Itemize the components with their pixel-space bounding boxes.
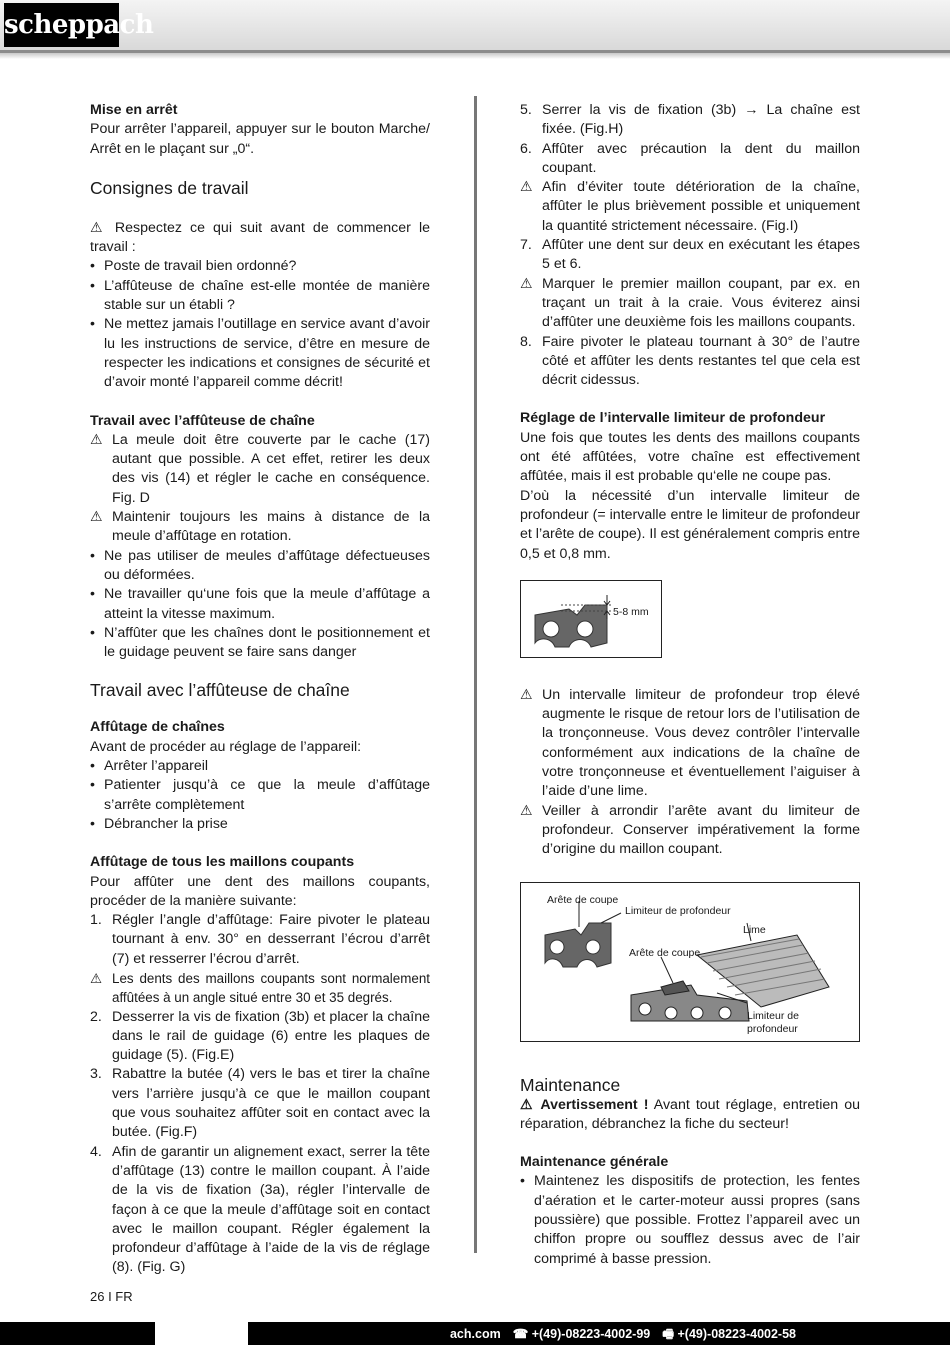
warning-icon: ⚠ bbox=[90, 970, 103, 986]
page-number: 26 I FR bbox=[90, 1289, 133, 1304]
depth-label: 5-8 mm bbox=[613, 605, 649, 618]
column-divider bbox=[474, 96, 477, 1253]
travail-subheading: Travail avec l’affûteuse de chaîne bbox=[90, 412, 315, 429]
warning-item: ⚠ Maintenir toujours les mains à distance de la meule d’affûtage en rotation. bbox=[90, 509, 430, 545]
reglage-text-2: D’où la nécessité d’un intervalle limiteur de profondeur (= intervalle entre le limiteur de profondeur et l’arête de coupe). Il est généralement compris entre 0,5 et 0,8 mm. bbox=[520, 487, 860, 562]
list-item: • Arrêter l’appareil bbox=[90, 758, 209, 775]
warning-icon: ⚠ bbox=[520, 179, 533, 196]
warning-icon: ⚠ bbox=[90, 219, 115, 236]
warning-icon: ⚠ bbox=[520, 275, 533, 292]
depth-limiter-label-2a: Limiteur de bbox=[747, 1009, 799, 1022]
reglage-subheading: Réglage de l’intervalle limiteur de profondeur bbox=[520, 410, 826, 427]
maintenance-heading: Maintenance bbox=[520, 1074, 621, 1095]
list-item: • Patienter jusqu’à ce que la meule d’affûtage s’arrête complètement bbox=[90, 777, 430, 813]
cutting-edge-label-2: Arête de coupe bbox=[629, 946, 701, 959]
page-header bbox=[0, 0, 950, 50]
step-item: 3. Rabattre la butée (4) vers le bas et tirer la chaîne vers l’arrière jusqu’à ce que le maillon coupant que vous souhaitez affûter soit en contact avec la butée. (Fig.F) bbox=[90, 1066, 430, 1141]
cutting-edge-label: Arête de coupe bbox=[547, 893, 619, 906]
list-item: • Débrancher la prise bbox=[90, 815, 228, 832]
consignes-warning: ⚠ Respectez ce qui suit avant de commencer le travail : bbox=[90, 219, 430, 256]
footer-fax: 🖷 +(49)-08223-4002-58 bbox=[662, 1327, 796, 1341]
mise-en-arret-text: Pour arrêter l’appareil, appuyer sur le bouton Marche/ Arrêt en le plaçant sur „0“. bbox=[90, 121, 430, 157]
file-label: Lime bbox=[743, 923, 766, 936]
list-item: • N’affûter que les chaînes dont le positionnement et le guidage peuvent se faire sans danger bbox=[90, 624, 430, 661]
warning-icon: ⚠ bbox=[520, 802, 533, 819]
step-item: 1. Régler l’angle d’affûtage: Faire pivoter le plateau tournant à env. 30° en desserrant l’écrou d’arrêt (7) et resserrer l’écrou d’arrêt. bbox=[90, 912, 430, 967]
depth-gauge-figure bbox=[520, 580, 662, 658]
depth-limiter-label-2b: profondeur bbox=[747, 1022, 798, 1035]
warning-item: ⚠ Veiller à arrondir l’arête avant du limiteur de profondeur. Conserver impérativement la forme d’origine du maillon coupant. bbox=[520, 802, 860, 858]
warning-icon: ⚠ bbox=[520, 686, 533, 703]
tous-maillons-subheading: Affûtage de tous les maillons coupants bbox=[90, 854, 355, 871]
maintenance-warning: ⚠ Avertissement ! Avant tout réglage, entretien ou réparation, débranchez la fiche du secteur! bbox=[520, 1096, 860, 1132]
list-item: • L’affûteuse de chaîne est-elle montée de manière stable sur un établi ? bbox=[90, 277, 430, 314]
footer-website: ach.com bbox=[449, 1327, 501, 1341]
reglage-text-1: Une fois que toutes les dents des maillons coupants ont été affûtées, votre chaîne est effectivement affûtée, mais il est probable qu‘elle ne coupe pas. bbox=[520, 429, 860, 485]
mise-en-arret-heading: Mise en arrêt bbox=[90, 102, 178, 118]
chain-link-illustration bbox=[521, 581, 661, 657]
warning-item: ⚠ Marquer le premier maillon coupant, par ex. en traçant un trait à la craie. Vous éviterez ainsi d’affûter une deuxième fois les maillons coupants. bbox=[520, 275, 860, 331]
warning-icon: ⚠ bbox=[90, 509, 103, 526]
step-item: 4. Afin de garantir un alignement exact, serrer la tête d’affûtage (13) contre le maillon coupant. À l’aide de la vis de fixation (3a), régler l’intervalle de façon à ce que la meule d’affûtage soit en contact avec le maillon coupant. Régler également la profondeur d’affûtage à l’aide de la vis de réglage (8). (Fig. G) bbox=[90, 1143, 430, 1276]
page-footer bbox=[0, 1322, 950, 1345]
step-item: 7. Affûter une dent sur deux en exécutant les étapes 5 et 6. bbox=[520, 237, 860, 273]
warning-item: ⚠ Un intervalle limiteur de profondeur trop élevé augmente le risque de retour lors de l’utilisation de la tronçonneuse. Vous devez contrôler l’intervalle conformément aux indications de la chaîne de votre tronçonneuse et éventuellement l’aiguiser à l’aide d’une lime. bbox=[520, 686, 860, 800]
scheppach-logo: scheppach bbox=[4, 3, 119, 47]
step-item: 5. Serrer la vis de fixation (3b) → La chaîne est fixée. (Fig.H) bbox=[520, 102, 860, 138]
list-item: • Poste de travail bien ordonné? bbox=[90, 258, 297, 275]
depth-limiter-label: Limiteur de profondeur bbox=[625, 904, 731, 917]
depth-limiter-figure bbox=[520, 882, 860, 1042]
maintenance-general-subheading: Maintenance générale bbox=[520, 1154, 669, 1171]
affutage-text: Avant de procéder au réglage de l’appareil: bbox=[90, 738, 362, 755]
list-item: • Ne travailler qu‘une fois que la meule d’affûtage a atteint la vitesse maximum. bbox=[90, 586, 430, 622]
list-item: • Ne mettez jamais l’outillage en service avant d’avoir lu les instructions de service, d’être en mesure de respecter les indications et consignes de sécurité et d’avoir monté l’appareil comme décrit! bbox=[90, 316, 430, 391]
step-item: 8. Faire pivoter le plateau tournant à 30° de l’autre côté et affûter les dents restantes tel que cela est décrit cidessus. bbox=[520, 333, 860, 389]
warning-item: ⚠ Les dents des maillons coupants sont normalement affûtées à un angle situé entre 30 et 35 degrés. bbox=[90, 970, 430, 1006]
tous-maillons-text: Pour affûter une dent des maillons coupants, procéder de la manière suivante: bbox=[90, 873, 430, 909]
warning-item: ⚠ Afin d’éviter toute détérioration de la chaîne, affûter le plus brièvement possible et uniquement la quantité strictement nécessaire. (Fig.I) bbox=[520, 179, 860, 234]
right-column bbox=[520, 101, 860, 1269]
step-item: 2. Desserrer la vis de fixation (3b) et placer la chaîne dans le rail de guidage (6) entre les plaques de guidage (5). (Fig.E) bbox=[90, 1008, 430, 1064]
step-item: 6. Affûter avec précaution la dent du maillon coupant. bbox=[520, 140, 860, 176]
consignes-heading: Consignes de travail bbox=[90, 177, 249, 198]
left-column bbox=[90, 101, 430, 1278]
footer-contact bbox=[438, 1325, 796, 1346]
affutage-subheading: Affûtage de chaînes bbox=[90, 719, 225, 736]
travail-heading: Travail avec l’affûteuse de chaîne bbox=[90, 680, 350, 701]
list-item: • Maintenez les dispositifs de protection, les fentes d’aération et le carter-moteur aussi propres (sans poussière) que possible. Frottez l’appareil avec un chiffon propre ou soufflez dessus avec de l’air comprimé à basse pression. bbox=[520, 1173, 860, 1267]
footer-phone: ☎ +(49)-08223-4002-99 bbox=[512, 1327, 651, 1341]
header-shadow bbox=[0, 53, 950, 59]
warning-item: ⚠ La meule doit être couverte par le cache (17) autant que possible. A cet effet, retirer les deux des vis (14) et régler le cache en conséquence. Fig. D bbox=[90, 431, 430, 506]
footer-gap bbox=[155, 1322, 248, 1345]
warning-icon: ⚠ bbox=[520, 1096, 541, 1113]
list-item: • Ne pas utiliser de meules d’affûtage défectueuses ou déformées. bbox=[90, 547, 430, 583]
warning-icon: ⚠ bbox=[90, 431, 103, 448]
